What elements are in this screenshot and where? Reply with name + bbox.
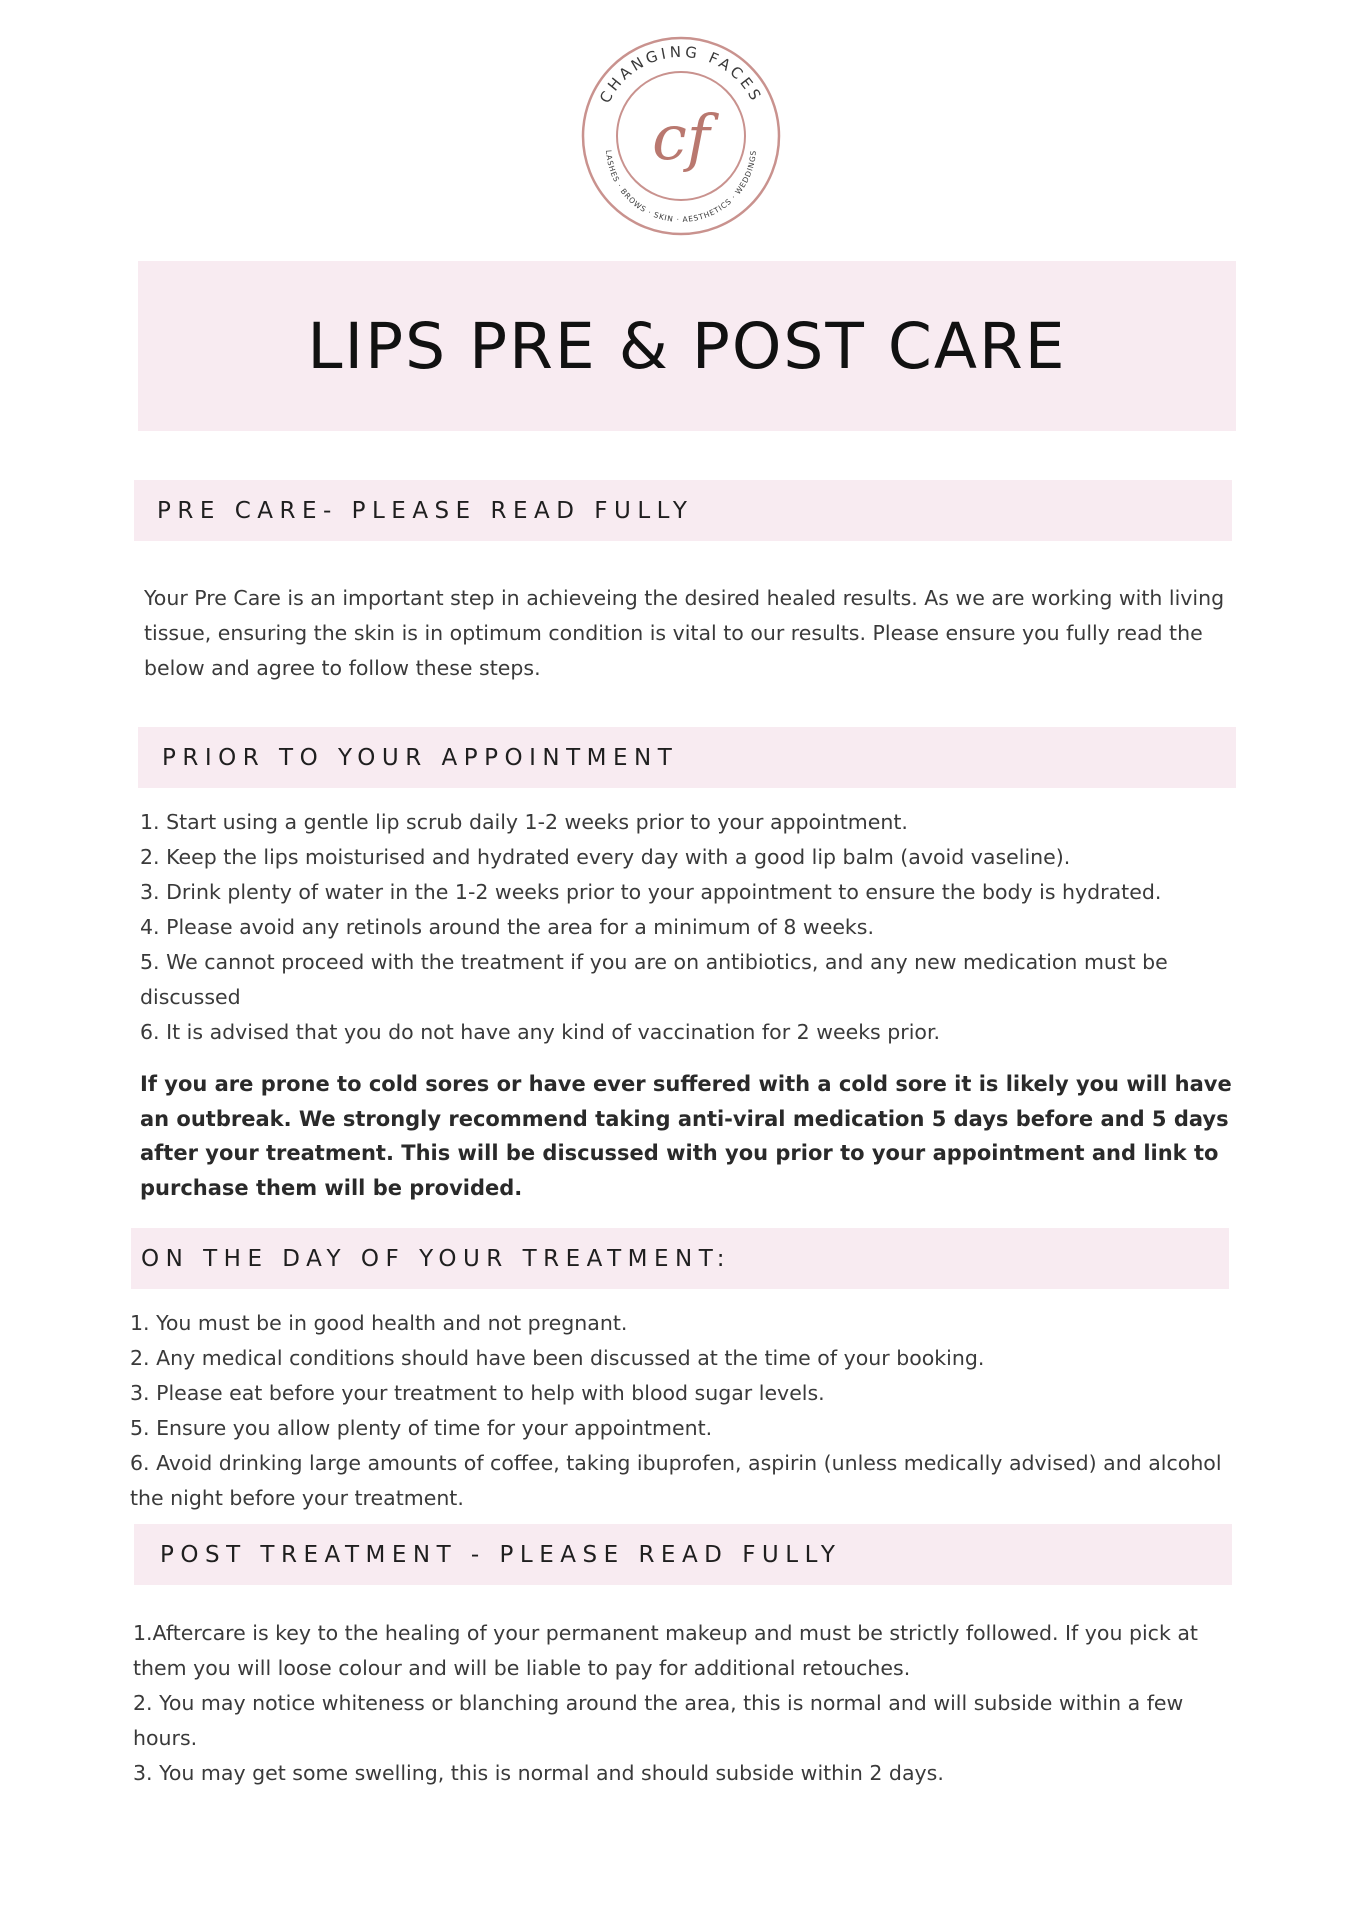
section-heading-post-text: POST TREATMENT - PLEASE READ FULLY: [160, 1541, 842, 1568]
section-heading-pre-care-text: PRE CARE- PLEASE READ FULLY: [157, 497, 694, 524]
list-item: 1. You must be in good health and not pregnant.: [130, 1311, 628, 1335]
section-heading-prior: [138, 727, 1236, 788]
section-heading-day-of-text: ON THE DAY OF YOUR TREATMENT:: [141, 1245, 732, 1272]
logo-services-text: LASHES · BROWS · SKIN · AESTHETICS · WEDDINGS: [604, 149, 758, 225]
list-item: 2. Any medical conditions should have been discussed at the time of your booking.: [130, 1346, 985, 1370]
title-banner: [138, 261, 1236, 431]
list-item: 5. We cannot proceed with the treatment if you are on antibiotics, and any new medication must be discussed: [140, 950, 1168, 1009]
section-heading-prior-text: PRIOR TO YOUR APPOINTMENT: [162, 744, 679, 771]
logo-monogram: cf: [652, 101, 710, 174]
list-item: 5. Ensure you allow plenty of time for your appointment.: [130, 1416, 713, 1440]
list-item: 6. Avoid drinking large amounts of coffee, taking ibuprofen, aspirin (unless medically advised) and alcohol the night before your treatment.: [130, 1451, 1222, 1510]
section-heading-post: [134, 1524, 1232, 1585]
cold-sore-warning: If you are prone to cold sores or have ever suffered with a cold sore it is likely you will have an outbreak. We strongly recommend taking anti-viral medication 5 days before and 5 days after your treatment. This will be discussed with you prior to your appointment and link to purchase them will be provided.: [140, 1072, 1232, 1200]
pre-care-intro: [144, 581, 1238, 686]
prior-list: [140, 805, 1220, 1050]
brand-logo: [580, 35, 782, 237]
logo-brand-text: CHANGING FACES: [596, 42, 766, 107]
list-item: 2. You may notice whiteness or blanching around the area, this is normal and will subside within a few hours.: [133, 1691, 1184, 1750]
list-item: 3. Drink plenty of water in the 1-2 weeks prior to your appointment to ensure the body is hydrated.: [140, 880, 1162, 904]
list-item: 6. It is advised that you do not have any kind of vaccination for 2 weeks prior.: [140, 1020, 941, 1044]
section-heading-day-of: [131, 1228, 1229, 1289]
page-title: LIPS PRE & POST CARE: [307, 309, 1067, 383]
section-heading-pre-care: [134, 480, 1232, 541]
list-item: 2. Keep the lips moisturised and hydrated every day with a good lip balm (avoid vaseline).: [140, 845, 1071, 869]
post-list: [133, 1616, 1223, 1791]
pre-care-intro-text: Your Pre Care is an important step in achieveing the desired healed results. As we are working with living tissue, ensuring the skin is in optimum condition is vital to our results. Please ensure you fully read the below and agree to follow these steps.: [144, 586, 1225, 680]
list-item: 3. You may get some swelling, this is normal and should subside within 2 days.: [133, 1761, 944, 1785]
list-item: 4. Please avoid any retinols around the area for a minimum of 8 weeks.: [140, 915, 874, 939]
list-item: 1. Start using a gentle lip scrub daily 1-2 weeks prior to your appointment.: [140, 810, 908, 834]
list-item: 3. Please eat before your treatment to help with blood sugar levels.: [130, 1381, 825, 1405]
day-of-list: [130, 1306, 1238, 1516]
list-item: 1.Aftercare is key to the healing of your permanent makeup and must be strictly followed. If you pick at them you will loose colour and will be liable to pay for additional retouches.: [133, 1621, 1198, 1680]
